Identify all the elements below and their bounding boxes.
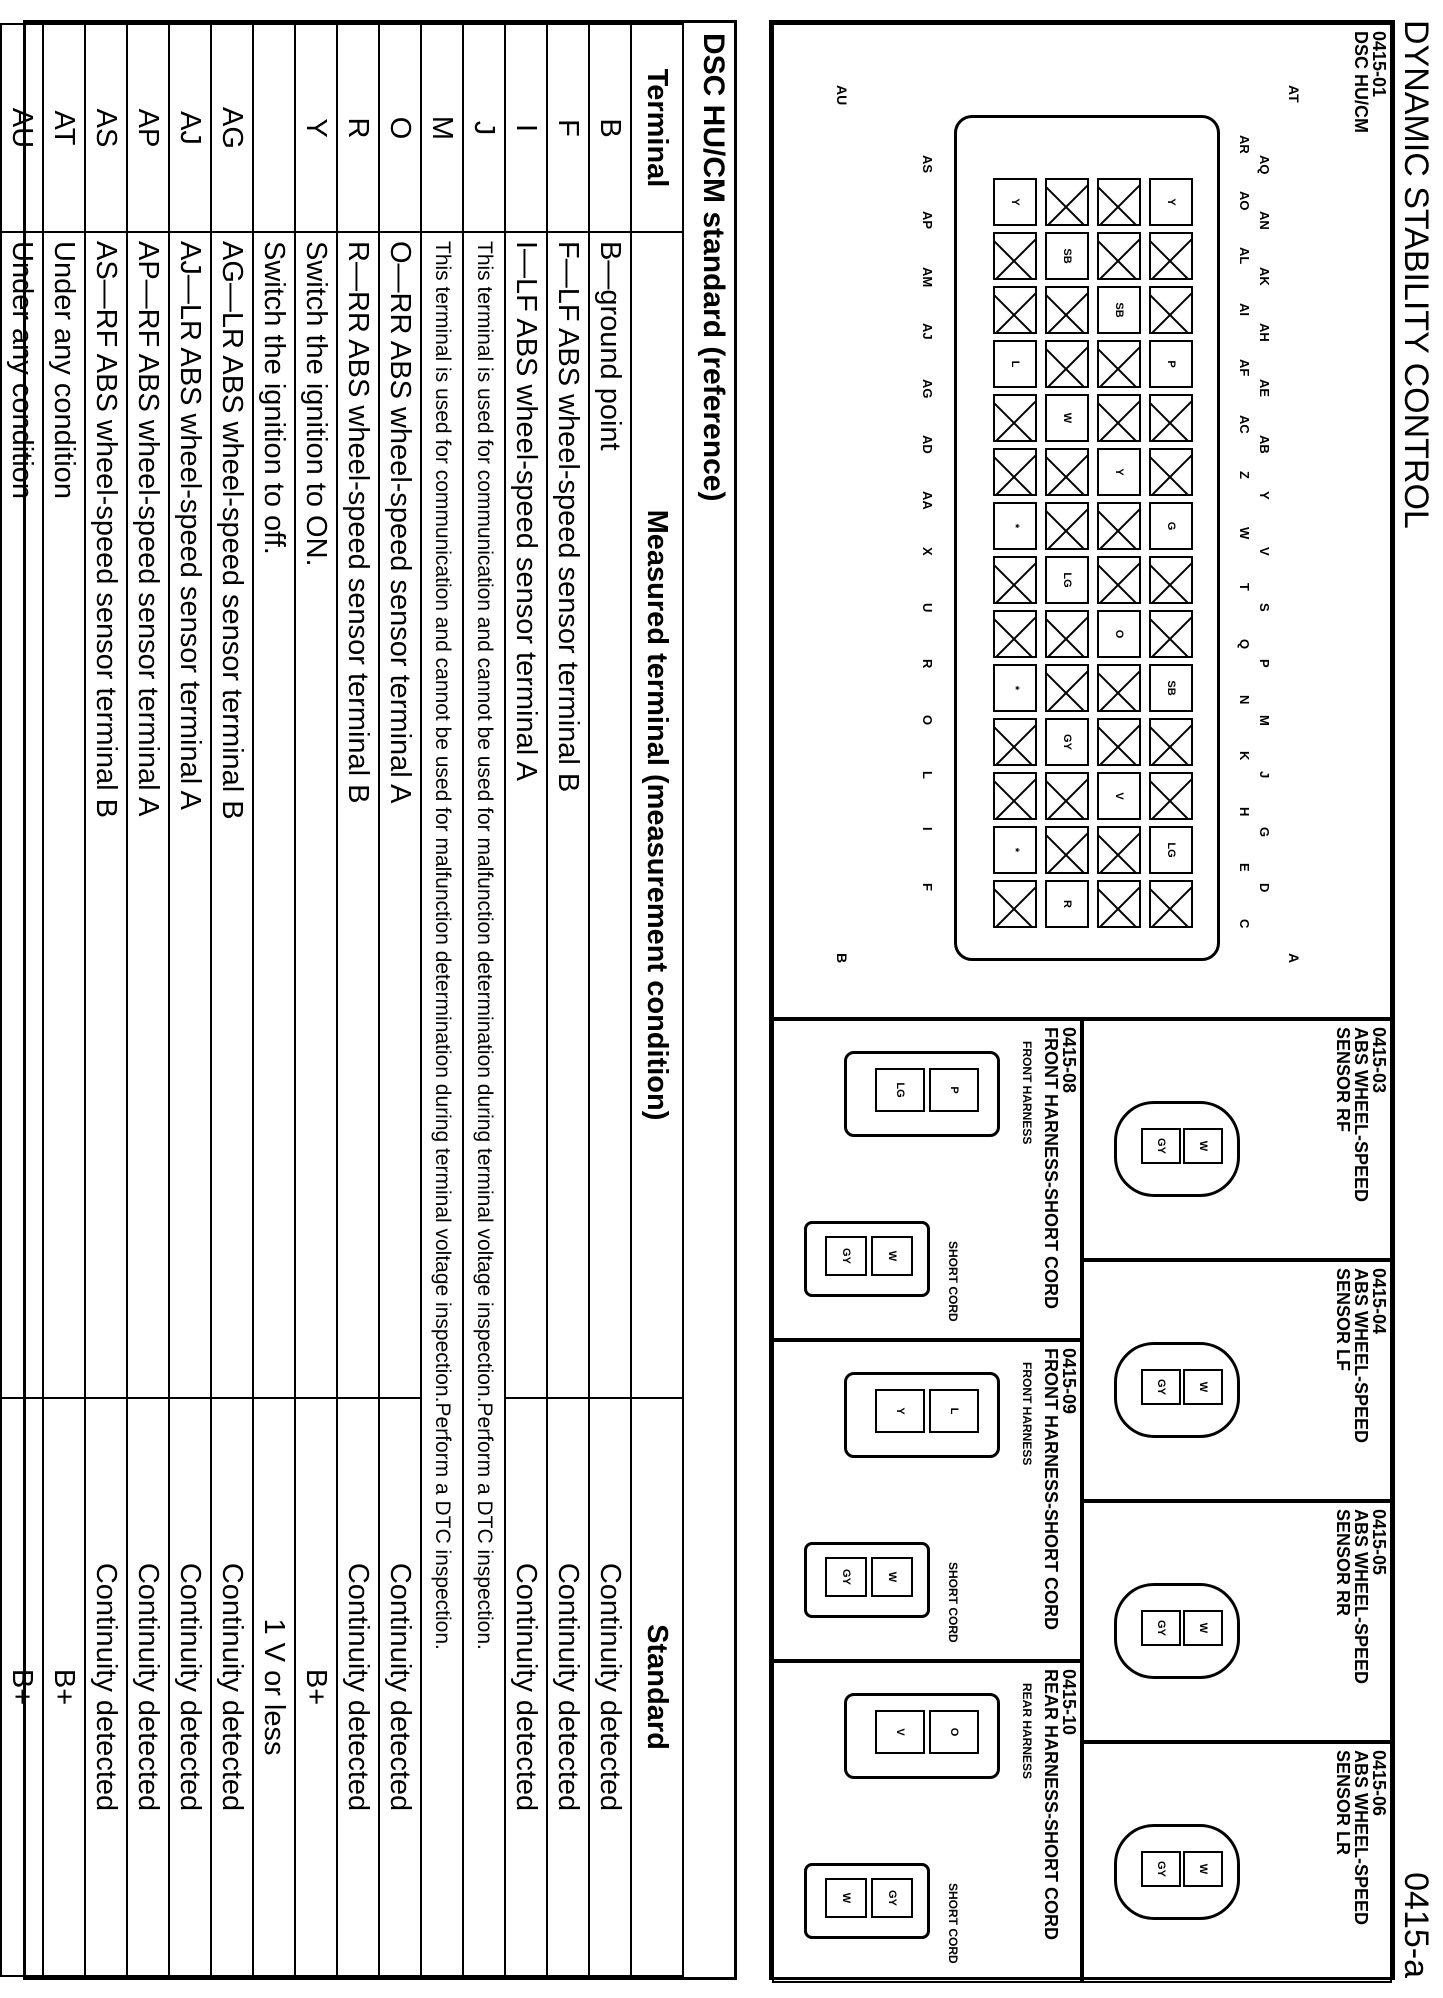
dsc-pin-unused-icon bbox=[1097, 340, 1141, 388]
dsc-pin-unused-icon bbox=[1045, 340, 1089, 388]
cell-condition: AG—LR ABS wheel-speed sensor terminal B bbox=[211, 232, 253, 1398]
dsc-pin-unused-icon bbox=[993, 232, 1037, 280]
terminal-label: AE bbox=[1257, 379, 1272, 398]
cell-terminal: Y bbox=[295, 24, 337, 232]
sensor-pin: GY bbox=[1141, 1128, 1181, 1164]
cell-standard: B+ bbox=[43, 1398, 85, 1976]
cord-plug bbox=[804, 1863, 930, 1939]
terminal-label: AP bbox=[920, 211, 935, 230]
dsc-hucm-connector-cell bbox=[772, 23, 1392, 1019]
cell-standard: Continuity detected bbox=[505, 1398, 547, 1976]
harness-connector-cell bbox=[772, 1019, 1082, 1340]
cell-condition: This terminal is used for communication and cannot be used for malfunction determination during terminal voltage inspection.Perform a DTC inspection. bbox=[421, 232, 463, 1976]
harness-pin: P bbox=[929, 1068, 979, 1112]
terminal-label: AM bbox=[920, 267, 935, 288]
connector-name: ABS WHEEL-SPEED SENSOR RF bbox=[1333, 1027, 1371, 1203]
terminal-label: W bbox=[1237, 527, 1252, 540]
dsc-pin: GY bbox=[1045, 718, 1089, 766]
table-header-row bbox=[631, 24, 683, 1976]
cell-terminal: M bbox=[421, 24, 463, 232]
table-row bbox=[379, 24, 421, 1976]
terminal-label: AA bbox=[920, 491, 935, 510]
table-body bbox=[1, 24, 631, 1976]
sensor-pin: GY bbox=[1141, 1851, 1181, 1887]
sensor-plug bbox=[1114, 1101, 1240, 1197]
dsc-pin: Y bbox=[993, 178, 1037, 226]
connector-code: 0415-10 bbox=[1059, 1669, 1079, 1736]
cell-condition: AJ—LR ABS wheel-speed sensor terminal A bbox=[169, 232, 211, 1398]
sensor-plug bbox=[1114, 1583, 1240, 1679]
terminal-label: P bbox=[1257, 659, 1272, 668]
dsc-connector-body bbox=[954, 115, 1220, 961]
harness-connector-cell bbox=[772, 1340, 1082, 1661]
terminal-label: C bbox=[1237, 919, 1252, 929]
harness-pin: O bbox=[929, 1710, 979, 1754]
sensor-pin: W bbox=[1183, 1610, 1223, 1646]
table-row bbox=[337, 24, 379, 1976]
table-row bbox=[589, 24, 631, 1976]
right-side-label: SHORT CORD bbox=[946, 1883, 960, 1964]
sensor-pin: W bbox=[1183, 1128, 1223, 1164]
table-row bbox=[85, 24, 127, 1976]
connector-name: REAR HARNESS-SHORT CORD bbox=[1041, 1669, 1061, 1941]
terminal-label: F bbox=[920, 883, 935, 891]
dsc-pin: SB bbox=[1045, 232, 1089, 280]
terminal-label: AR bbox=[1237, 135, 1252, 154]
table-row bbox=[295, 24, 337, 1976]
cell-terminal: B bbox=[589, 24, 631, 232]
cell-standard: 1 V or less bbox=[253, 1398, 295, 1976]
cell-condition: Switch the ignition to ON. bbox=[295, 232, 337, 1398]
dsc-standard-table bbox=[0, 23, 684, 1977]
connector-name: ABS WHEEL-SPEED SENSOR LR bbox=[1333, 1750, 1371, 1926]
terminal-label: K bbox=[1237, 751, 1252, 761]
right-side-label: SHORT CORD bbox=[946, 1241, 960, 1322]
connector-code: 0415-08 bbox=[1059, 1027, 1079, 1094]
left-side-label: REAR HARNESS bbox=[1020, 1683, 1034, 1780]
harness-pin: L bbox=[929, 1389, 979, 1433]
cell-terminal: AG bbox=[211, 24, 253, 232]
terminal-label: S bbox=[1257, 603, 1272, 612]
connector-code: 0415-04 bbox=[1369, 1268, 1389, 1335]
dsc-connector-code: 0415-01 bbox=[1369, 31, 1389, 98]
cell-condition: Under any condition bbox=[43, 232, 85, 1398]
dsc-pin-unused-icon bbox=[1149, 610, 1193, 658]
table-row bbox=[1, 24, 43, 1976]
sensor-plug bbox=[1114, 1824, 1240, 1920]
cell-standard: B+ bbox=[1, 1398, 43, 1976]
terminal-label: J bbox=[1257, 771, 1272, 779]
terminal-label: AL bbox=[1237, 247, 1252, 265]
terminal-label: Q bbox=[1237, 639, 1252, 650]
dsc-pin: V bbox=[1097, 772, 1141, 820]
cord-plug bbox=[804, 1542, 930, 1618]
terminal-label: AH bbox=[1257, 323, 1272, 342]
dsc-pin-unused-icon bbox=[1149, 232, 1193, 280]
cord-pin: W bbox=[871, 1236, 913, 1276]
dsc-pin: Y bbox=[1097, 448, 1141, 496]
cell-terminal: F bbox=[547, 24, 589, 232]
dsc-label-at: AT bbox=[1286, 85, 1302, 103]
cord-pin: GY bbox=[871, 1878, 913, 1918]
cell-condition: B—ground point bbox=[589, 232, 631, 1398]
sensor-connector-cell bbox=[1082, 1260, 1392, 1501]
sensor-pin: W bbox=[1183, 1851, 1223, 1887]
harness-pin: Y bbox=[875, 1389, 925, 1433]
dsc-pin: O bbox=[1097, 610, 1141, 658]
terminal-label: Y bbox=[1257, 491, 1272, 500]
dsc-pin: Y bbox=[1149, 178, 1193, 226]
harness-plug bbox=[844, 1051, 1000, 1137]
cell-standard: Continuity detected bbox=[211, 1398, 253, 1976]
dsc-pin-unused-icon bbox=[1149, 448, 1193, 496]
dsc-label-au: AU bbox=[834, 85, 850, 106]
dsc-pin-unused-icon bbox=[1045, 178, 1089, 226]
dsc-pin: G bbox=[1149, 502, 1193, 550]
dsc-pin: SB bbox=[1149, 664, 1193, 712]
left-side-label: FRONT HARNESS bbox=[1020, 1041, 1034, 1145]
harness-pin: V bbox=[875, 1710, 925, 1754]
dsc-pin-unused-icon bbox=[1149, 394, 1193, 442]
dsc-pin-unused-icon bbox=[993, 286, 1037, 334]
terminal-label: T bbox=[1237, 583, 1252, 591]
dsc-pin-unused-icon bbox=[1097, 394, 1141, 442]
connector-code: 0415-09 bbox=[1059, 1348, 1079, 1415]
header-terminal: Terminal bbox=[631, 24, 683, 232]
cell-standard: Continuity detected bbox=[337, 1398, 379, 1976]
dsc-pin-unused-icon bbox=[993, 772, 1037, 820]
connector-diagram-panel bbox=[769, 20, 1395, 1980]
connector-code: 0415-03 bbox=[1369, 1027, 1389, 1094]
dsc-pin-unused-icon bbox=[1149, 286, 1193, 334]
cell-terminal: R bbox=[337, 24, 379, 232]
table-row bbox=[127, 24, 169, 1976]
terminal-label: AO bbox=[1237, 191, 1252, 211]
terminal-label: AJ bbox=[920, 323, 935, 340]
dsc-pin-unused-icon bbox=[1097, 880, 1141, 928]
sensor-plug bbox=[1114, 1342, 1240, 1438]
terminal-label: AQ bbox=[1257, 155, 1272, 175]
connector-code: 0415-05 bbox=[1369, 1509, 1389, 1576]
terminal-label: AG bbox=[920, 379, 935, 399]
dsc-pin-unused-icon bbox=[1045, 610, 1089, 658]
terminal-label: V bbox=[1257, 547, 1272, 556]
dsc-pin: P bbox=[1149, 340, 1193, 388]
harness-connector-cell bbox=[772, 1661, 1082, 1983]
connector-name: ABS WHEEL-SPEED SENSOR RR bbox=[1333, 1509, 1371, 1685]
cell-standard: Continuity detected bbox=[547, 1398, 589, 1976]
table-row bbox=[505, 24, 547, 1976]
dsc-pin-unused-icon bbox=[1097, 178, 1141, 226]
cell-standard: Continuity detected bbox=[379, 1398, 421, 1976]
dsc-pin-unused-icon bbox=[1045, 664, 1089, 712]
terminal-label: L bbox=[920, 771, 935, 779]
cell-terminal: AS bbox=[85, 24, 127, 232]
cell-condition: Switch the ignition to off. bbox=[253, 232, 295, 1398]
dsc-pin-unused-icon bbox=[1045, 826, 1089, 874]
terminal-label: G bbox=[1257, 827, 1272, 838]
cell-terminal: AU bbox=[1, 24, 43, 232]
cord-pin: W bbox=[825, 1878, 867, 1918]
terminal-label: AD bbox=[920, 435, 935, 454]
cell-terminal: I bbox=[505, 24, 547, 232]
right-side-label: SHORT CORD bbox=[946, 1562, 960, 1643]
table-row bbox=[547, 24, 589, 1976]
dsc-pin-unused-icon bbox=[993, 610, 1037, 658]
table-row bbox=[169, 24, 211, 1976]
dsc-pin: R bbox=[1045, 880, 1089, 928]
dsc-pin-unused-icon bbox=[1045, 286, 1089, 334]
terminal-label: X bbox=[920, 547, 935, 556]
dsc-pin-unused-icon bbox=[1097, 556, 1141, 604]
dsc-pin-unused-icon bbox=[1097, 718, 1141, 766]
dsc-pin: * bbox=[993, 502, 1037, 550]
cell-condition: AS—RF ABS wheel-speed sensor terminal B bbox=[85, 232, 127, 1398]
sensor-connector-cell bbox=[1082, 1742, 1392, 1983]
dsc-standard-table-box bbox=[6, 20, 737, 1980]
table-row bbox=[421, 24, 463, 1976]
dsc-pin: SB bbox=[1097, 286, 1141, 334]
dsc-pin-unused-icon bbox=[1045, 448, 1089, 496]
connector-code: 0415-06 bbox=[1369, 1750, 1389, 1817]
page-id: 0415-a bbox=[1397, 1872, 1435, 1978]
header-standard: Standard bbox=[631, 1398, 683, 1976]
terminal-label: AF bbox=[1237, 359, 1252, 377]
terminal-label: AI bbox=[1237, 303, 1252, 316]
dsc-pin-unused-icon bbox=[1045, 502, 1089, 550]
page-title: DYNAMIC STABILITY CONTROL bbox=[1397, 20, 1435, 529]
cell-condition: O—RR ABS wheel-speed sensor terminal A bbox=[379, 232, 421, 1398]
table-title: DSC HU/CM standard (reference) bbox=[697, 33, 730, 502]
dsc-pin-unused-icon bbox=[1149, 880, 1193, 928]
dsc-label-a: A bbox=[1286, 953, 1302, 964]
connector-name: FRONT HARNESS-SHORT CORD bbox=[1041, 1027, 1061, 1309]
dsc-pin-unused-icon bbox=[993, 556, 1037, 604]
dsc-pin-unused-icon bbox=[993, 448, 1037, 496]
cell-condition: AP—RF ABS wheel-speed sensor terminal A bbox=[127, 232, 169, 1398]
dsc-pin: L bbox=[993, 340, 1037, 388]
left-side-label: FRONT HARNESS bbox=[1020, 1362, 1034, 1466]
dsc-pin-unused-icon bbox=[1097, 664, 1141, 712]
sensor-pin: GY bbox=[1141, 1610, 1181, 1646]
terminal-label: R bbox=[920, 659, 935, 669]
dsc-connector-name: DSC HU/CM bbox=[1351, 31, 1371, 133]
cell-standard: Continuity detected bbox=[127, 1398, 169, 1976]
dsc-pin-unused-icon bbox=[1097, 502, 1141, 550]
dsc-label-b: B bbox=[834, 953, 850, 964]
cell-standard: Continuity detected bbox=[85, 1398, 127, 1976]
terminal-label: N bbox=[1237, 695, 1252, 705]
terminal-label: U bbox=[920, 603, 935, 613]
cell-standard: B+ bbox=[295, 1398, 337, 1976]
harness-plug bbox=[844, 1693, 1000, 1779]
harness-pin: LG bbox=[875, 1068, 925, 1112]
cell-standard: Continuity detected bbox=[169, 1398, 211, 1976]
table-row bbox=[253, 24, 295, 1976]
terminal-label: D bbox=[1257, 883, 1272, 893]
cell-terminal: AP bbox=[127, 24, 169, 232]
connector-name: FRONT HARNESS-SHORT CORD bbox=[1041, 1348, 1061, 1630]
terminal-label: AB bbox=[1257, 435, 1272, 454]
cell-condition: This terminal is used for communication and cannot be used for malfunction determination during terminal voltage inspection.Perform a DTC inspection. bbox=[463, 232, 505, 1976]
dsc-pin-unused-icon bbox=[1149, 772, 1193, 820]
dsc-pin-unused-icon bbox=[1097, 232, 1141, 280]
cord-pin: W bbox=[871, 1557, 913, 1597]
dsc-pin-unused-icon bbox=[993, 880, 1037, 928]
cell-condition: Under any condition bbox=[1, 232, 43, 1398]
dsc-pin-unused-icon bbox=[1149, 718, 1193, 766]
cell-standard: Continuity detected bbox=[589, 1398, 631, 1976]
terminal-label: I bbox=[920, 827, 935, 831]
dsc-pin: LG bbox=[1045, 556, 1089, 604]
connector-name: ABS WHEEL-SPEED SENSOR LF bbox=[1333, 1268, 1371, 1444]
harness-plug bbox=[844, 1372, 1000, 1458]
terminal-label: AC bbox=[1237, 415, 1252, 434]
sensor-connector-cell bbox=[1082, 1019, 1392, 1260]
cell-terminal bbox=[253, 24, 295, 232]
terminal-label: E bbox=[1237, 863, 1252, 872]
cell-condition: F—LF ABS wheel-speed sensor terminal B bbox=[547, 232, 589, 1398]
dsc-pin-unused-icon bbox=[993, 718, 1037, 766]
sensor-connector-cell bbox=[1082, 1501, 1392, 1742]
dsc-pin: * bbox=[993, 664, 1037, 712]
terminal-label: O bbox=[920, 715, 935, 726]
dsc-pin-unused-icon bbox=[1149, 556, 1193, 604]
dsc-pin-unused-icon bbox=[1097, 826, 1141, 874]
table-row bbox=[211, 24, 253, 1976]
terminal-label: Z bbox=[1237, 471, 1252, 479]
table-row bbox=[463, 24, 505, 1976]
sensor-pin: GY bbox=[1141, 1369, 1181, 1405]
terminal-label: AS bbox=[920, 155, 935, 174]
cell-condition: I—LF ABS wheel-speed sensor terminal A bbox=[505, 232, 547, 1398]
terminal-label: AN bbox=[1257, 211, 1272, 230]
cell-condition: R—RR ABS wheel-speed sensor terminal B bbox=[337, 232, 379, 1398]
cell-terminal: AT bbox=[43, 24, 85, 232]
cord-plug bbox=[804, 1221, 930, 1297]
cord-pin: GY bbox=[825, 1236, 867, 1276]
cell-terminal: O bbox=[379, 24, 421, 232]
terminal-label: M bbox=[1257, 715, 1272, 726]
dsc-pin-unused-icon bbox=[993, 394, 1037, 442]
header-condition: Measured terminal (measurement condition) bbox=[631, 232, 683, 1398]
terminal-label: H bbox=[1237, 807, 1252, 817]
dsc-pin: LG bbox=[1149, 826, 1193, 874]
cell-terminal: J bbox=[463, 24, 505, 232]
sensor-pin: W bbox=[1183, 1369, 1223, 1405]
dsc-pin-unused-icon bbox=[1045, 772, 1089, 820]
dsc-pin: W bbox=[1045, 394, 1089, 442]
terminal-label: AK bbox=[1257, 267, 1272, 286]
cell-terminal: AJ bbox=[169, 24, 211, 232]
cord-pin: GY bbox=[825, 1557, 867, 1597]
table-row bbox=[43, 24, 85, 1976]
dsc-pin: * bbox=[993, 826, 1037, 874]
